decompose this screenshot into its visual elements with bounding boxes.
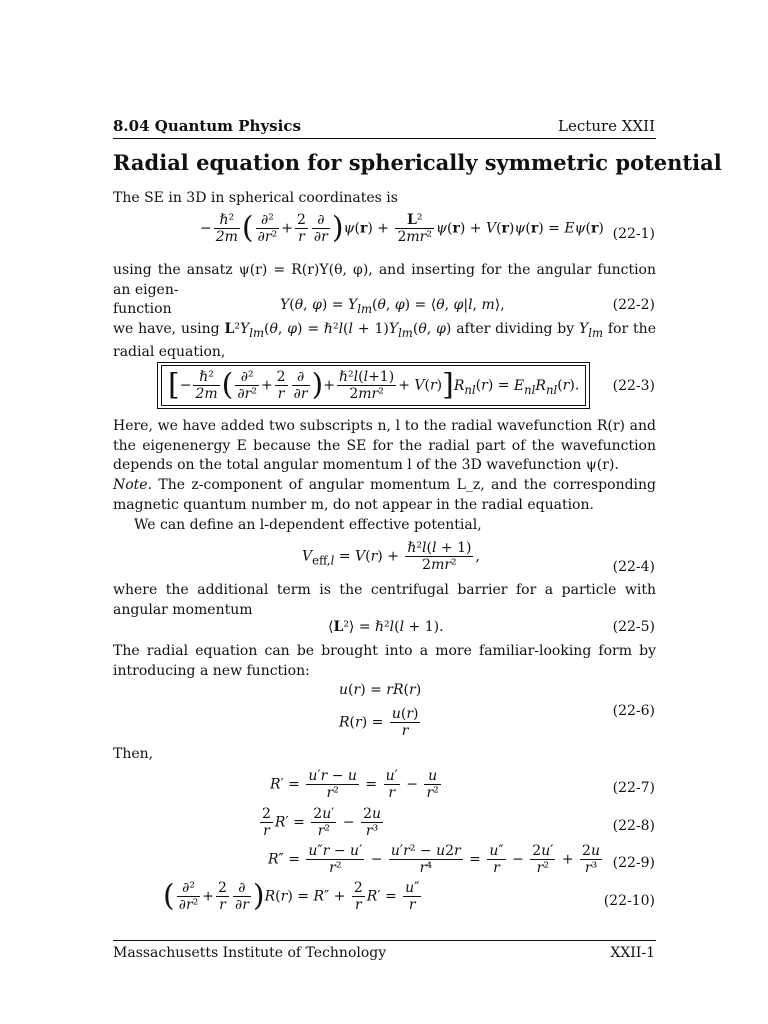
paragraph-new-function: The radial equation can be brought into a more familiar-looking form by introducing a new function: xyxy=(113,643,656,679)
paragraph-intro: The SE in 3D in spherical coordinates is xyxy=(113,190,398,206)
paragraph-line: function xyxy=(113,301,172,317)
equation-number: (22-8) xyxy=(612,818,655,834)
course-title: 8.04 Quantum Physics xyxy=(113,117,301,135)
equation-22-2: Y(θ, $\varphi) = Y_{lm}(\theta$, φ) = ⟨θ, φ|l, m⟩, xyxy=(280,297,505,316)
equation-number: (22-4) xyxy=(612,559,655,575)
equation-number: (22-9) xyxy=(612,855,655,871)
header-rule xyxy=(113,138,656,139)
equation-22-6a: u(r) = rR(r) xyxy=(339,682,422,698)
equation-22-7: R′ = $\frac{u'r - u}{\text{r²}}$ = $\frac{u'}{r}$ − $\frac{u}{\text{r²}}$ xyxy=(270,768,439,801)
paragraph-effective: We can define an l-dependent effective potential, xyxy=(134,517,482,533)
lecture-label: Lecture XXII xyxy=(558,117,655,135)
equation-number: (22-6) xyxy=(612,703,655,719)
equation-22-4: $V_{eff,l} = V(r)$ + $\frac{\text{ℏ²l(l + 1)}}{\text{2mr²}}$ , xyxy=(302,540,480,573)
equation-number: (22-5) xyxy=(612,619,655,635)
equation-22-5: ⟨L²⟩ = ℏ²l(l + 1). xyxy=(328,619,444,635)
note-label: Note. xyxy=(113,477,153,493)
equation-22-6b: R(r) = $\frac{u(r)}{r}$ xyxy=(339,706,419,739)
equation-number: (22-3) xyxy=(612,378,655,394)
page-title: Radial equation for spherically symmetric potential xyxy=(113,150,722,175)
note-text: The z-component of angular momentum L_z, and the corresponding magnetic quantum number m, do not appear in the radial equation. xyxy=(113,477,656,513)
equation-22-9: R″ = $\frac{u''r - u'}{\text{r²}}$ − $\frac{\text{u′r² − u2r}}{\text{r⁴}}$ = $\frac{u''}{r}$ − $\frac{2u'}{\text{r²}}$ + $\frac{2u}{\text{r³}}$ xyxy=(268,843,600,876)
equation-number: (22-10) xyxy=(603,893,655,909)
paragraph-then: Then, xyxy=(113,746,154,762)
paragraph-subscripts: Here, we have added two subscripts n, l to the radial wavefunction R(r) and the eigenenergy E because the SE for the radial part of the wavefunction depends on the total angular momentum l of the 3D wavefunction ψ(r). xyxy=(113,418,656,473)
paragraph-note xyxy=(113,476,656,515)
footer-institution: Massachusetts Institute of Technology xyxy=(113,945,387,961)
footer-page-number: XXII-1 xyxy=(610,945,655,961)
equation-22-3: [− $\frac{\text{ℏ²}}{2m}$ ( $\frac{\text{∂²}}{\text{∂r²}}$ + $\frac{2}{r}$ $\frac{\partial}{\partial r}$ )+ $\frac{\text{ℏ²l(l+1)}}{\text{2mr²}}$ + $V(r)]R_{nl}(r) = E_{nl}R_{nl}(r)$. xyxy=(157,362,590,409)
footer-rule xyxy=(113,940,656,941)
paragraph-centrifugal: where the additional term is the centrifugal barrier for a particle with angular momentum xyxy=(113,582,656,618)
paragraph-line: using the ansatz ψ(r) = R(r)Y(θ, φ), and inserting for the angular function an eigen- xyxy=(113,262,656,298)
equation-22-1: − $\frac{\text{ℏ²}}{2m}$ ( $\frac{\text{∂²}}{\text{∂r²}}$ + $\frac{2}{r}$ $\frac{\partial}{\partial r}$ )ψ(r) + $\frac{\text{L²}}{\text{2mr²}}$ ψ(r) + V(r)ψ(r) = Eψ(r) xyxy=(200,210,604,246)
paragraph-using: we have, using $L^2Y_{lm}(\theta$, φ) = ℏ²l(l + $1)Y_{lm}(\theta$, φ) after dividing by $Y_{lm}$ for the radial equation, xyxy=(113,321,656,361)
equation-number: (22-2) xyxy=(612,297,655,313)
equation-number: (22-7) xyxy=(612,780,655,796)
equation-22-8: $\frac{2}{r}$ R′ = $\frac{2u'}{\text{r²}}$ − $\frac{2u}{\text{r³}}$ xyxy=(262,806,382,839)
equation-22-10: ( $\frac{\text{∂²}}{\text{∂r²}}$ + $\frac{2}{r}$ $\frac{\partial}{\partial r}$ )R(r) = R″ + $\frac{2}{r}$ R′ = $\frac{u''}{r}$ xyxy=(163,878,420,914)
equation-number: (22-1) xyxy=(612,226,655,242)
